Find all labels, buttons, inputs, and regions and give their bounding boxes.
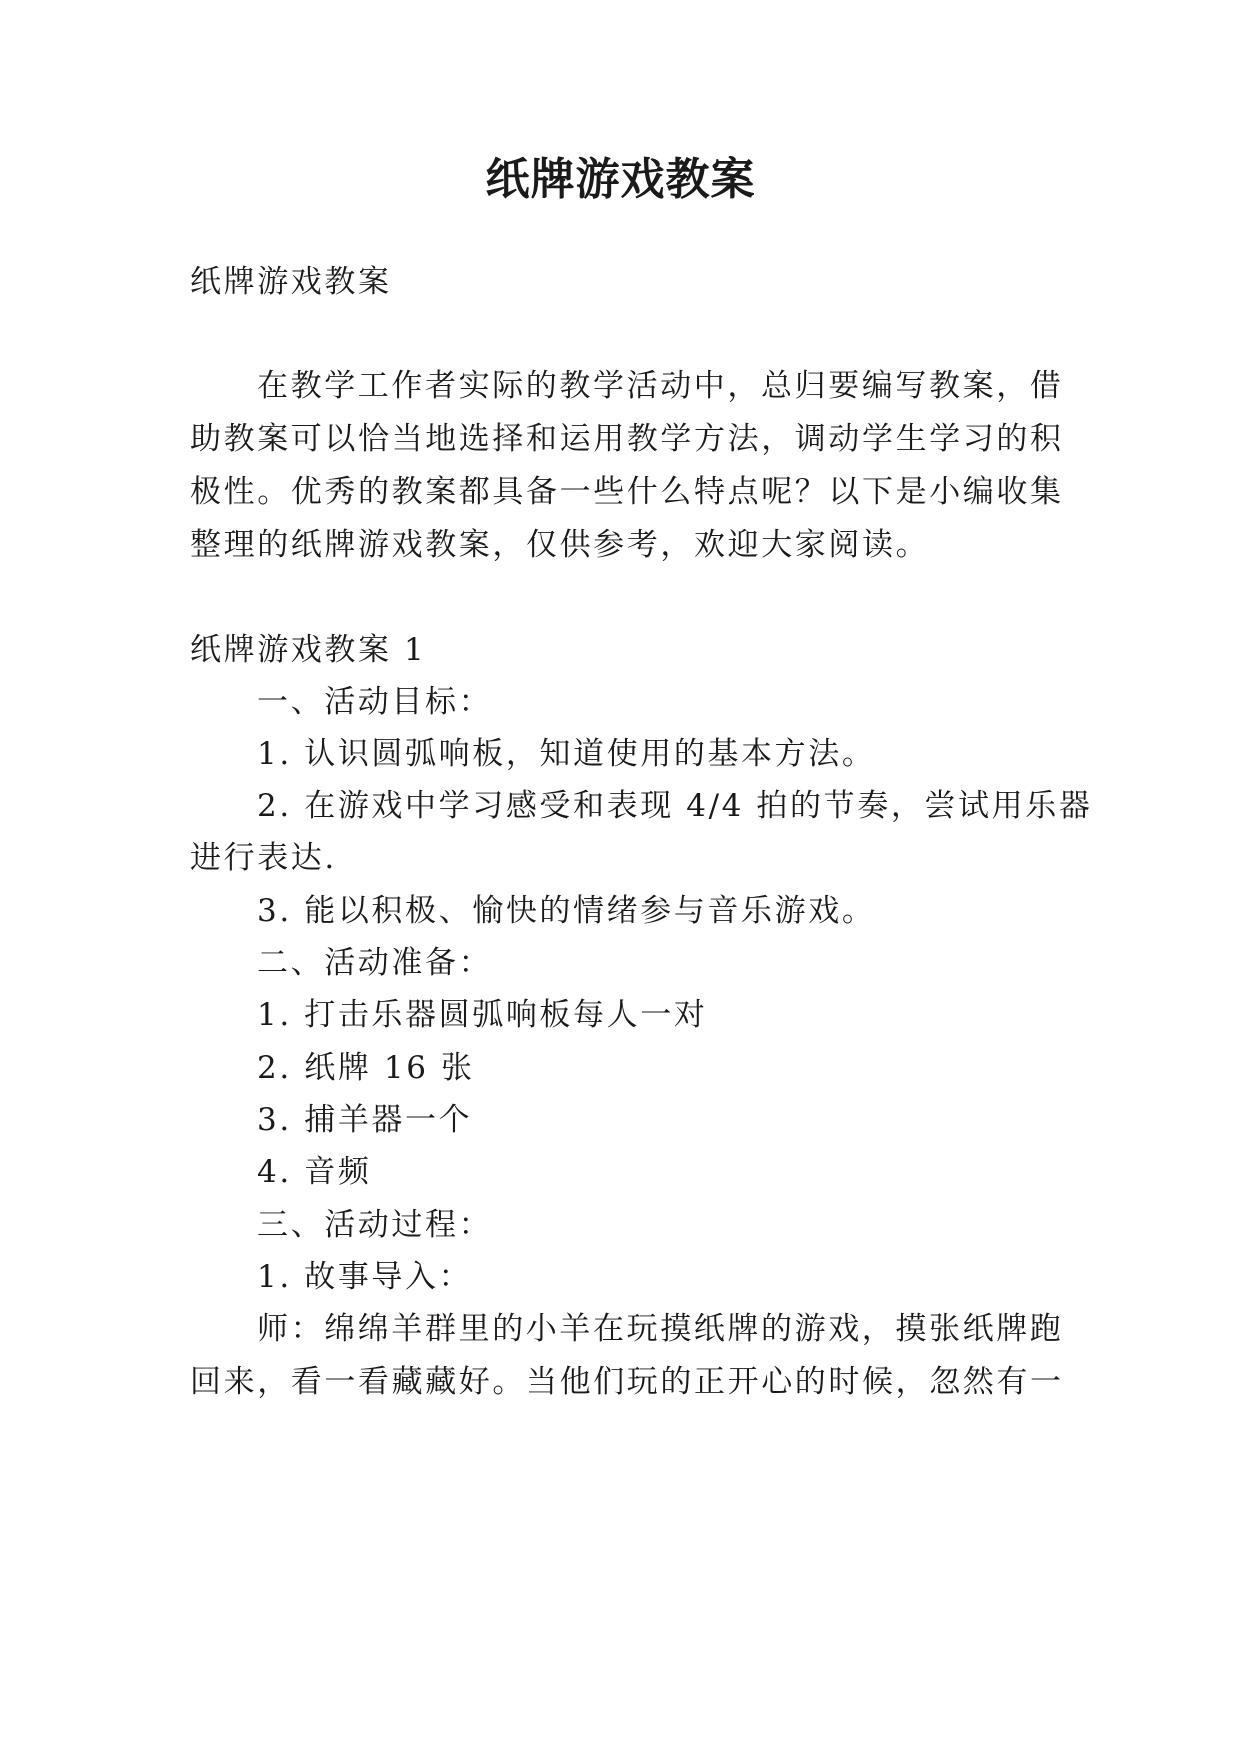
section-title: 纸牌游戏教案 1 xyxy=(190,632,427,668)
body-line: 3. 能以积极、愉快的情绪参与音乐游戏。 xyxy=(257,893,876,929)
section-heading-preparation: 二、活动准备： xyxy=(257,945,493,981)
section-heading-process: 三、活动过程： xyxy=(257,1207,493,1243)
body-line: 进行表达. xyxy=(190,840,337,876)
intro-line: 助教案可以恰当地选择和运用教学方法，调动学生学习的积 xyxy=(190,421,1064,457)
page-title: 纸牌游戏教案 xyxy=(485,154,756,205)
body-line: 师：绵绵羊群里的小羊在玩摸纸牌的游戏，摸张纸牌跑 xyxy=(257,1311,1064,1347)
body-line: 2. 纸牌 16 张 xyxy=(257,1050,475,1086)
intro-line: 整理的纸牌游戏教案，仅供参考，欢迎大家阅读。 xyxy=(190,527,930,563)
intro-line: 极性。优秀的教案都具备一些什么特点呢？以下是小编收集 xyxy=(190,474,1064,510)
body-line: 1. 打击乐器圆弧响板每人一对 xyxy=(257,997,708,1033)
body-line: 回来，看一看藏藏好。当他们玩的正开心的时候，忽然有一 xyxy=(190,1364,1064,1400)
body-line: 1. 故事导入： xyxy=(257,1259,473,1295)
body-line: 2. 在游戏中学习感受和表现 4/4 拍的节奏，尝试用乐器 xyxy=(257,788,1093,824)
body-line: 3. 捕羊器一个 xyxy=(257,1102,473,1138)
intro-line: 在教学工作者实际的教学活动中，总归要编写教案，借 xyxy=(257,368,1064,404)
body-line: 4. 音频 xyxy=(257,1154,372,1190)
body-line: 1. 认识圆弧响板，知道使用的基本方法。 xyxy=(257,736,876,772)
document-subtitle: 纸牌游戏教案 xyxy=(190,264,392,300)
section-heading-goals: 一、活动目标： xyxy=(257,684,493,720)
